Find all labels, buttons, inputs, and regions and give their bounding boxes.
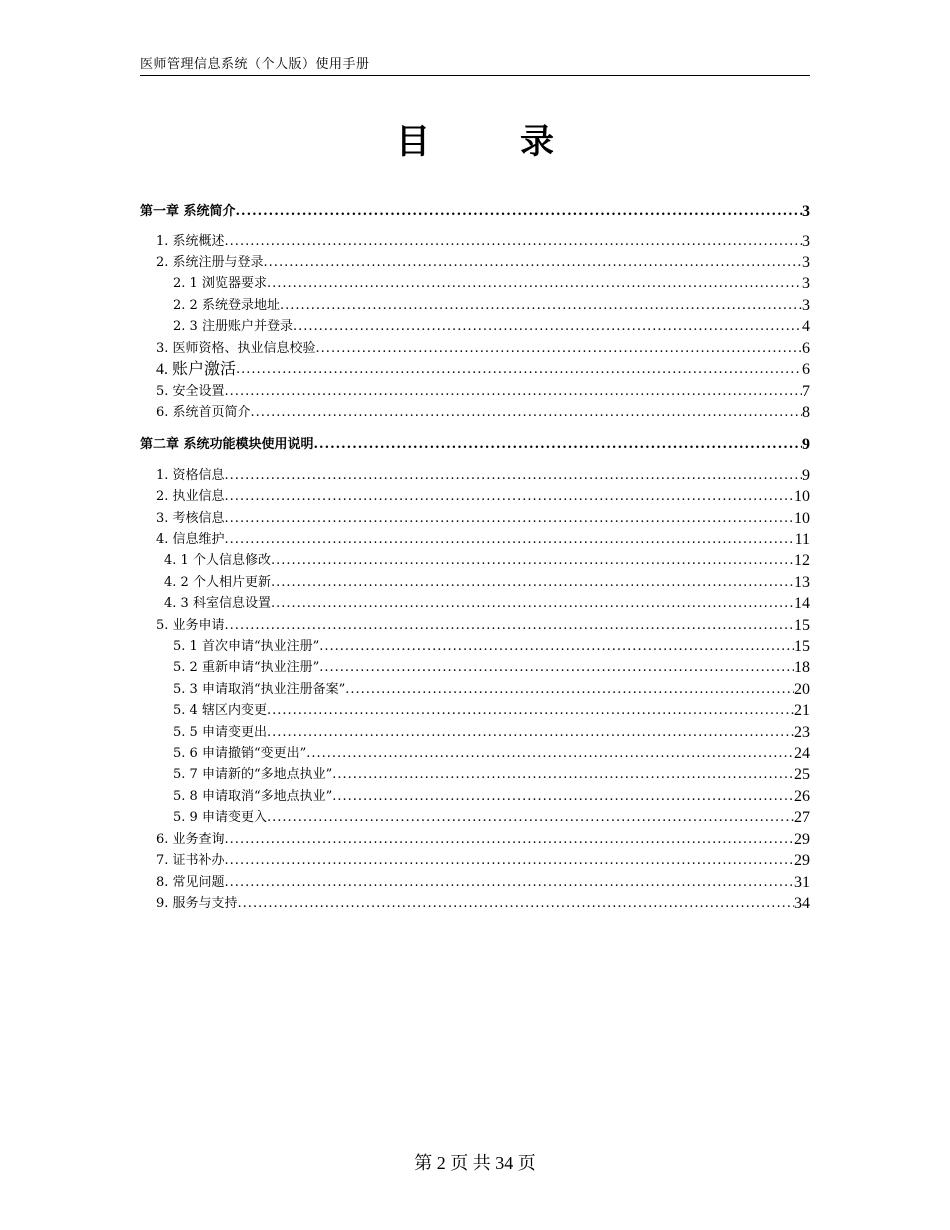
toc-leader-dots xyxy=(319,659,794,676)
toc-entry[interactable] xyxy=(140,314,810,335)
toc-entry-page-number: 29 xyxy=(794,831,810,848)
toc-entry[interactable] xyxy=(140,613,810,634)
toc-entry[interactable] xyxy=(140,762,810,783)
toc-entry-label: 2. 1 浏览器要求 xyxy=(173,276,267,291)
toc-entry[interactable] xyxy=(140,591,810,612)
toc-entry[interactable] xyxy=(140,634,810,655)
toc-entry-page-number: 3 xyxy=(802,233,810,250)
toc-entry-label: 5. 7 申请新的“多地点执业” xyxy=(173,767,333,782)
toc-entry-page-number: 7 xyxy=(802,383,810,400)
toc-entry-page-number: 4 xyxy=(802,318,810,335)
toc-entry-label: 4. 信息维护 xyxy=(156,532,225,547)
toc-entry-page-number: 14 xyxy=(794,595,810,612)
toc-chapter-entry[interactable] xyxy=(140,432,810,453)
toc-entry-label: 5. 2 重新申请“执业注册” xyxy=(173,660,320,675)
toc-entry-page-number: 20 xyxy=(794,681,810,698)
toc-leader-dots xyxy=(271,552,794,569)
toc-entry-label: 5. 3 申请取消“执业注册备案” xyxy=(173,682,346,697)
toc-entry-page-number: 27 xyxy=(794,809,810,826)
toc-entry[interactable] xyxy=(140,891,810,912)
toc-entry-label: 2. 3 注册账户并登录 xyxy=(173,319,293,334)
toc-entry[interactable] xyxy=(140,698,810,719)
page-header xyxy=(140,58,810,76)
toc-leader-dots xyxy=(332,766,794,783)
toc-entry-page-number: 3 xyxy=(802,254,810,271)
toc-entry-label: 2. 执业信息 xyxy=(156,489,225,504)
toc-entry[interactable] xyxy=(140,271,810,292)
toc-entry-label: 8. 常见问题 xyxy=(156,875,225,890)
toc-chapter-entry[interactable] xyxy=(140,199,810,220)
toc-leader-dots xyxy=(267,275,802,292)
toc-leader-dots xyxy=(306,745,794,762)
toc-entry-page-number: 23 xyxy=(794,724,810,741)
toc-leader-dots xyxy=(271,595,794,612)
toc-entry-label: 4. 账户激活 xyxy=(156,361,237,378)
toc-entry-page-number: 3 xyxy=(802,203,810,220)
page-title: 目 录 xyxy=(396,122,582,162)
toc-entry-label: 5. 8 申请取消“多地点执业” xyxy=(173,789,333,804)
toc-entry[interactable] xyxy=(140,848,810,869)
toc-leader-dots xyxy=(251,404,802,421)
toc-entry-page-number: 6 xyxy=(802,361,810,378)
toc-entry-label: 4. 1 个人信息修改 xyxy=(164,553,271,568)
toc-entry[interactable] xyxy=(140,484,810,505)
toc-entry-label: 7. 证书补办 xyxy=(156,853,225,868)
toc-leader-dots xyxy=(267,702,794,719)
toc-entry-label: 9. 服务与支持 xyxy=(156,896,238,911)
page-footer: 第 2 页 共 34 页 xyxy=(414,1153,536,1173)
toc-entry[interactable] xyxy=(140,250,810,271)
toc-leader-dots xyxy=(271,574,794,591)
toc-leader-dots xyxy=(293,318,802,335)
toc-entry[interactable] xyxy=(140,527,810,548)
toc-entry-label: 5. 安全设置 xyxy=(156,384,225,399)
toc-entry-label: 5. 1 首次申请“执业注册” xyxy=(173,639,320,654)
toc-leader-dots xyxy=(225,874,794,891)
toc-entry[interactable] xyxy=(140,720,810,741)
toc-entry-page-number: 12 xyxy=(794,552,810,569)
toc-entry-page-number: 18 xyxy=(794,659,810,676)
toc-entry[interactable] xyxy=(140,336,810,357)
toc-entry-label: 5. 5 申请变更出 xyxy=(173,725,267,740)
toc-leader-dots xyxy=(225,617,794,634)
toc-entry-page-number: 11 xyxy=(794,531,810,548)
toc-entry[interactable] xyxy=(140,229,810,250)
toc-entry-label: 5. 4 辖区内变更 xyxy=(173,703,267,718)
toc-entry-page-number: 31 xyxy=(794,874,810,891)
toc-entry-page-number: 9 xyxy=(802,436,810,453)
toc-entry[interactable] xyxy=(140,548,810,569)
toc-entry-page-number: 26 xyxy=(794,788,810,805)
toc-entry[interactable] xyxy=(140,357,810,378)
toc-entry-page-number: 25 xyxy=(794,766,810,783)
toc-leader-dots xyxy=(319,638,794,655)
toc-entry-page-number: 13 xyxy=(794,574,810,591)
toc-leader-dots xyxy=(225,467,802,484)
toc-leader-dots xyxy=(316,340,802,357)
toc-entry-label: 3. 考核信息 xyxy=(156,511,225,526)
toc-leader-dots xyxy=(267,724,794,741)
toc-entry-page-number: 10 xyxy=(794,488,810,505)
toc-entry-page-number: 21 xyxy=(794,702,810,719)
toc-entry-label: 5. 9 申请变更入 xyxy=(173,810,267,825)
toc-leader-dots xyxy=(314,436,802,453)
header-text: 医师管理信息系统（个人版）使用手册 xyxy=(140,57,370,72)
toc-entry-page-number: 24 xyxy=(794,745,810,762)
toc-entry[interactable] xyxy=(140,570,810,591)
toc-leader-dots xyxy=(332,788,794,805)
toc-entry[interactable] xyxy=(140,870,810,891)
toc-entry-label: 4. 3 科室信息设置 xyxy=(164,596,271,611)
toc-entry-page-number: 3 xyxy=(802,275,810,292)
toc-leader-dots xyxy=(267,809,794,826)
toc-entry[interactable] xyxy=(140,805,810,826)
toc-entry-page-number: 15 xyxy=(794,617,810,634)
toc-entry[interactable] xyxy=(140,655,810,676)
toc-leader-dots xyxy=(236,203,802,220)
toc-entry-page-number: 8 xyxy=(802,404,810,421)
toc-entry[interactable] xyxy=(140,463,810,484)
toc-entry-label: 6. 业务查询 xyxy=(156,832,225,847)
toc-entry-page-number: 3 xyxy=(802,297,810,314)
toc-entry[interactable] xyxy=(140,400,810,421)
toc-entry-label: 第二章 系统功能模块使用说明 xyxy=(140,437,314,452)
toc-leader-dots xyxy=(225,233,802,250)
toc-entry[interactable] xyxy=(140,293,810,314)
toc-entry-label: 2. 系统注册与登录 xyxy=(156,255,264,270)
toc-entry-page-number: 10 xyxy=(794,510,810,527)
toc-entry-page-number: 9 xyxy=(802,467,810,484)
toc-leader-dots xyxy=(236,361,802,378)
toc-leader-dots xyxy=(264,254,802,271)
toc-leader-dots xyxy=(225,852,794,869)
toc-entry-label: 5. 6 申请撤销“变更出” xyxy=(173,746,307,761)
toc-entry[interactable] xyxy=(140,379,810,400)
toc-entry-label: 1. 资格信息 xyxy=(156,468,225,483)
toc-leader-dots xyxy=(225,831,794,848)
toc-entry-label: 1. 系统概述 xyxy=(156,234,225,249)
toc-entry-label: 3. 医师资格、执业信息校验 xyxy=(156,341,316,356)
toc-entry-page-number: 34 xyxy=(794,895,810,912)
toc-entry-label: 第一章 系统简介 xyxy=(140,204,236,219)
toc-leader-dots xyxy=(345,681,794,698)
toc-entry-label: 2. 2 系统登录地址 xyxy=(173,298,280,313)
toc-entry-page-number: 29 xyxy=(794,852,810,869)
toc-entry-label: 6. 系统首页简介 xyxy=(156,405,251,420)
toc-leader-dots xyxy=(280,297,802,314)
toc-entry-label: 4. 2 个人相片更新 xyxy=(164,575,271,590)
toc-entry[interactable] xyxy=(140,741,810,762)
toc-entry[interactable] xyxy=(140,677,810,698)
toc-entry[interactable] xyxy=(140,827,810,848)
toc-entry-label: 5. 业务申请 xyxy=(156,618,225,633)
toc-leader-dots xyxy=(225,531,795,548)
toc-entry[interactable] xyxy=(140,784,810,805)
toc-leader-dots xyxy=(225,488,794,505)
toc-entry-page-number: 6 xyxy=(802,340,810,357)
toc-entry[interactable] xyxy=(140,506,810,527)
toc-leader-dots xyxy=(225,510,794,527)
toc-leader-dots xyxy=(238,895,794,912)
toc-entry-page-number: 15 xyxy=(794,638,810,655)
toc-leader-dots xyxy=(225,383,802,400)
